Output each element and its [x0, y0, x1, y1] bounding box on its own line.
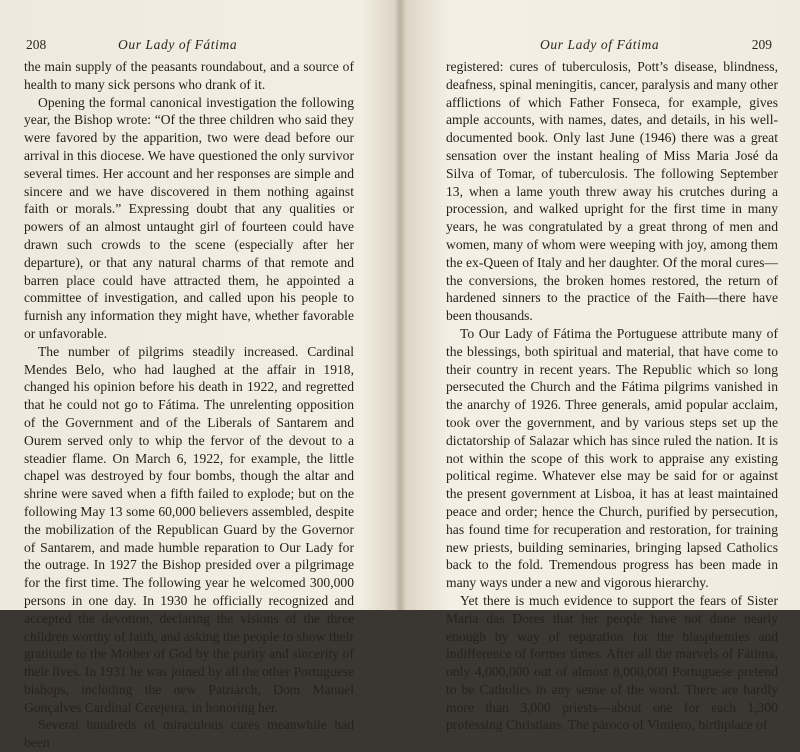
paragraph: To Our Lady of Fátima the Portuguese attribute many of the blessings, both spiritual and material, that have come to their country in recent years. The Republic which so long persecuted the Church and the Fátima pilgrims vanished in the anarchy of 1926. Three generals, amid popular acclaim, took over the government, and by various steps set up the dictatorship of Salazar which has since ruled the nation. It is not within the scope of this work to appraise any existing political regime. Whatever else may be said for or against the present government at Lisboa, it has at least maintained peace and order; hence the Church, purified by persecution, has found time for recuperation and restoration, for training new priests, building seminaries, bringing lapsed Catholics back to the fold. Tremendous progress has been made in many ways under a new and vigorous hierarchy.	[446, 325, 778, 591]
paragraph: Yet there is much evidence to support the fears of Sister Maria das Dores that her people have not done nearly enough by way of reparation for the blasphemies and indifference of former times. After all the marvels of Fátima, only 4,000,000 out of almost 8,000,000 Portuguese pretend to be Catholics in any sense of the word. There are hardly more than 3,000 priests—about one for each 1,300 professing Christians. The pároco of Vimiero, birthplace of	[446, 592, 778, 733]
page-body	[24, 58, 354, 752]
running-head: Our Lady of Fátima	[540, 37, 660, 52]
right-page	[400, 0, 800, 733]
page-number: 208	[26, 37, 47, 52]
paragraph: the main supply of the peasants roundabout, and a source of health to many sick persons who drank of it.	[24, 59, 354, 92]
page-body	[446, 58, 778, 734]
left-page	[0, 0, 400, 751]
running-head: Our Lady of Fátima	[118, 37, 238, 52]
paragraph: Opening the formal canonical investigation the following year, the Bishop wrote: “Of the three children who said they were favored by the apparition, two were dead before our arrival in this diocese. We have questioned the only survivor several times. Her account and her responses are simple and sincere and we have discovered in them nothing against faith or morals.” Expressing doubt that any qualities or powers of an almost untaught girl of fourteen could have drawn such crowds to the scene (especially after her departure), or that any natural charms of that remote and barren place could have attracted them, he appointed a committee of investigation, and called upon his people to furnish any information they might have, whether favorable or unfavorable.	[24, 94, 354, 341]
page-number: 209	[751, 37, 772, 52]
paragraph: The number of pilgrims steadily increased. Cardinal Mendes Belo, who had laughed at the affair in 1918, changed his opinion before his death in 1922, and regretted that he could not go to Fátima. The unrelenting opposition of the Government and of the Liberals of Santarem and Ourem served only to whip the fervor of the devout to a steadier flame. On March 6, 1922, for example, the little chapel was destroyed by four bombs, though the altar and shrine were saved when a fifth failed to explode; but on the following May 13 some 60,000 believers assembled, despite the mobilization of the Republican Guard by the Governor of Santarem, and made humble reparation to Our Lady for the outrage. In 1927 the Bishop presided over a pilgrimage for the first time. The following year he welcomed 300,000 persons in one day. In 1930 he officially recognized and accepted the devotion, declaring the visions of the three children worthy of faith, and asking the people to show their gratitude to the Mother of God by the purity and sincerity of their lives. In 1931 he was joined by all the other Portuguese bishops, including the new Patriarch, Dom Manuel Gonçalves Cardinal Cerejeira, in honoring her.	[24, 343, 354, 715]
paragraph: Several hundreds of miraculous cures meanwhile had been	[24, 717, 354, 751]
paragraph: registered: cures of tuberculosis, Pott’s disease, blindness, deafness, spinal meningitis, cancer, paralysis and many other afflictions of which Father Fonseca, for example, gives ample accounts, with names, dates, and details, in his well-documented book. Only last June (1946) there was a great sensation over the instant healing of Miss Maria José da Silva of Tomar, of tuberculosis. The following September 13, when a lame youth threw away his crutches during a procession, and walked upright for the first time in many years, he was congratulated by a great throng of men and women, many of whom were weeping with joy, among them the ex-Queen of Italy and her daughter. Of the moral cures—the conversions, the broken homes restored, the return of hardened sinners to the practice of the Faith—there have been thousands.	[446, 59, 778, 324]
